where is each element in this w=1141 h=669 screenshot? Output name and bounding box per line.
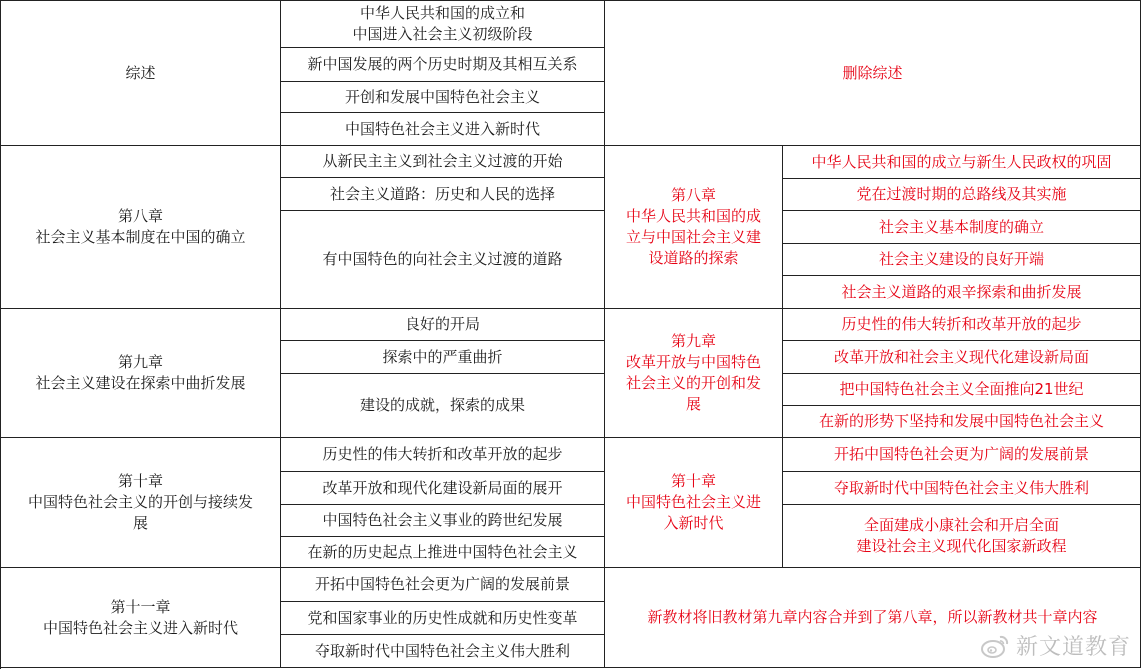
new-topic-cell [783, 244, 1141, 276]
new-topic-cell [783, 438, 1141, 472]
old-topic-cell-text: 探索中的严重曲折 [382, 347, 503, 366]
new-topic-cell-text: 把中国特色社会主义全面推向21世纪 [839, 380, 1084, 398]
old-topic-cell-text: 从新民主主义到社会主义过渡的开始 [322, 152, 563, 170]
old-chapter-label [1, 568, 281, 668]
old-topic-cell-text: 夺取新时代中国特色社会主义伟大胜利 [314, 641, 570, 660]
new-topic-cell [783, 505, 1141, 568]
new-topic-cell-text: 全面建成小康社会和开启全面 建设社会主义现代化国家新政程 [856, 516, 1067, 555]
old-topic-cell [281, 568, 605, 602]
old-chapter-label-text: 第十一章 中国特色社会主义进入新时代 [42, 597, 238, 637]
new-chapter-label-text: 第十章 中国特色社会主义进 入新时代 [625, 472, 761, 532]
old-topic-cell [281, 113, 605, 146]
new-topic-cell [783, 472, 1141, 505]
new-topic-cell-text: 在新的形势下坚持和发展中国特色社会主义 [818, 412, 1104, 430]
old-topic-cell [281, 341, 605, 374]
note-delete-summary-text: 删除综述 [842, 63, 903, 82]
new-topic-cell-text: 夺取新时代中国特色社会主义伟大胜利 [833, 478, 1089, 497]
new-topic-cell-text: 中华人民共和国的成立与新生人民政权的巩固 [811, 152, 1112, 171]
old-topic-cell [281, 82, 605, 113]
new-topic-cell [783, 341, 1141, 374]
old-topic-cell [281, 309, 605, 341]
new-chapter-label [605, 438, 783, 568]
watermark-text: 新文道教育 [1015, 635, 1131, 660]
old-topic-cell-text: 建设的成就，探索的成果 [359, 396, 525, 414]
old-chapter-label [1, 146, 281, 309]
old-topic-cell [281, 472, 605, 505]
old-topic-cell-text: 开创和发展中国特色社会主义 [344, 87, 540, 106]
weibo-logo-icon [980, 633, 1010, 659]
new-topic-cell-text: 党在过渡时期的总路线及其实施 [856, 185, 1067, 203]
new-topic-cell [783, 406, 1141, 438]
new-chapter-label [605, 309, 783, 438]
watermark [980, 630, 1131, 661]
new-topic-cell-text: 历史性的伟大转折和改革开放的起步 [841, 315, 1082, 333]
old-chapter-label-text: 第十章 中国特色社会主义的开创与接续发 展 [27, 472, 253, 532]
old-topic-cell-text: 开拓中国特色社会更为广阔的发展前景 [314, 575, 570, 593]
old-topic-cell-text: 中国特色社会主义事业的跨世纪发展 [322, 511, 563, 529]
old-topic-cell [281, 505, 605, 537]
old-topic-cell-text: 改革开放和现代化建设新局面的展开 [322, 478, 563, 497]
old-topic-cell-text: 中国特色社会主义进入新时代 [344, 119, 540, 138]
old-chapter-label-text: 第八章 社会主义基本制度在中国的确立 [35, 207, 246, 246]
old-topic-cell-text: 中华人民共和国的成立和 中国进入社会主义初级阶段 [352, 4, 533, 43]
old-topic-cell [281, 438, 605, 472]
new-topic-cell [783, 276, 1141, 309]
old-topic-cell [281, 211, 605, 309]
old-topic-cell [281, 635, 605, 668]
old-topic-cell-text: 新中国发展的两个历史时期及其相互关系 [307, 55, 578, 73]
old-topic-cell-text: 有中国特色的向社会主义过渡的道路 [322, 250, 563, 268]
new-topic-cell-text: 社会主义基本制度的确立 [878, 217, 1044, 236]
note-delete-summary [605, 1, 1141, 146]
new-topic-cell-text: 社会主义道路的艰辛探索和曲折发展 [841, 282, 1082, 301]
old-topic-cell [281, 146, 605, 178]
old-chapter-label-text: 综述 [125, 63, 156, 82]
old-topic-cell-text: 党和国家事业的历史性成就和历史性变革 [307, 608, 578, 627]
old-topic-cell-text: 历史性的伟大转折和改革开放的起步 [322, 445, 563, 463]
old-topic-cell [281, 178, 605, 211]
new-topic-cell [783, 309, 1141, 341]
old-topic-cell [281, 537, 605, 568]
new-topic-cell [783, 211, 1141, 244]
old-chapter-label [1, 438, 281, 568]
old-topic-cell-text: 良好的开局 [404, 315, 480, 333]
new-chapter-label-text: 第八章 中华人民共和国的成 立与中国社会主义建 设道路的探索 [625, 186, 761, 267]
old-topic-cell-text: 在新的历史起点上推进中国特色社会主义 [307, 542, 578, 561]
new-topic-cell [783, 179, 1141, 211]
new-chapter-label-text: 第九章 改革开放与中国特色 社会主义的开创和发 展 [625, 332, 761, 413]
old-chapter-label [1, 309, 281, 438]
old-topic-cell [281, 374, 605, 438]
old-topic-cell-text: 社会主义道路：历史和人民的选择 [329, 184, 555, 203]
old-chapter-label [1, 1, 281, 146]
old-topic-cell [281, 1, 605, 48]
new-topic-cell-text: 改革开放和社会主义现代化建设新局面 [833, 347, 1089, 366]
new-topic-cell-text: 开拓中国特色社会更为广阔的发展前景 [833, 445, 1089, 463]
new-chapter-label [605, 146, 783, 309]
new-topic-cell [783, 374, 1141, 406]
new-topic-cell [783, 146, 1141, 179]
old-chapter-label-text: 第九章 社会主义建设在探索中曲折发展 [35, 353, 246, 392]
note-merge-explanation-text: 新教材将旧教材第九章内容合并到了第八章，所以新教材共十章内容 [647, 608, 1098, 626]
new-topic-cell-text: 社会主义建设的良好开端 [878, 250, 1044, 268]
old-topic-cell [281, 602, 605, 635]
old-topic-cell [281, 48, 605, 82]
